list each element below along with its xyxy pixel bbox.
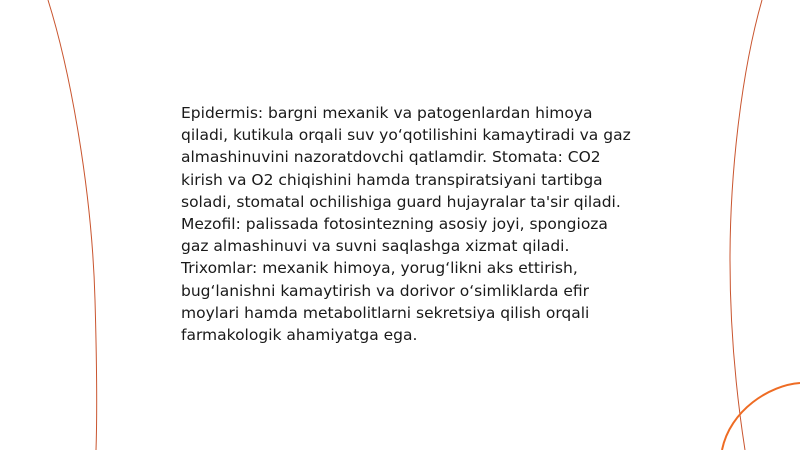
body-text: Epidermis: bargni mexanik va patogenlardan himoya qiladi, kutikula orqali suv yo‘qotilishini kamaytiradi va gaz almashinuvini nazoratdovchi qatlamdir. Stomata: CO2 kirish va O2 chiqishini hamda transpiratsiyani tartibga soladi, stomatal ochilishiga guard hujayralar ta'sir qiladi. Mezofil: palissada fotosintezning asosiy joyi, spongioza gaz almashinuvi va suvni saqlashga xizmat qiladi. Trixomlar: mexanik himoya, yorug‘likni aks ettirish, bug‘lanishni kamaytirish va dorivor o‘simliklarda efir moylari hamda metabolitlarni sekretsiya qilish orqali farmakologik ahamiyatga ega. xyxy=(181,104,631,345)
right-curve-line xyxy=(730,0,762,450)
bottom-right-arc xyxy=(722,383,800,450)
left-curve-line xyxy=(48,0,97,450)
